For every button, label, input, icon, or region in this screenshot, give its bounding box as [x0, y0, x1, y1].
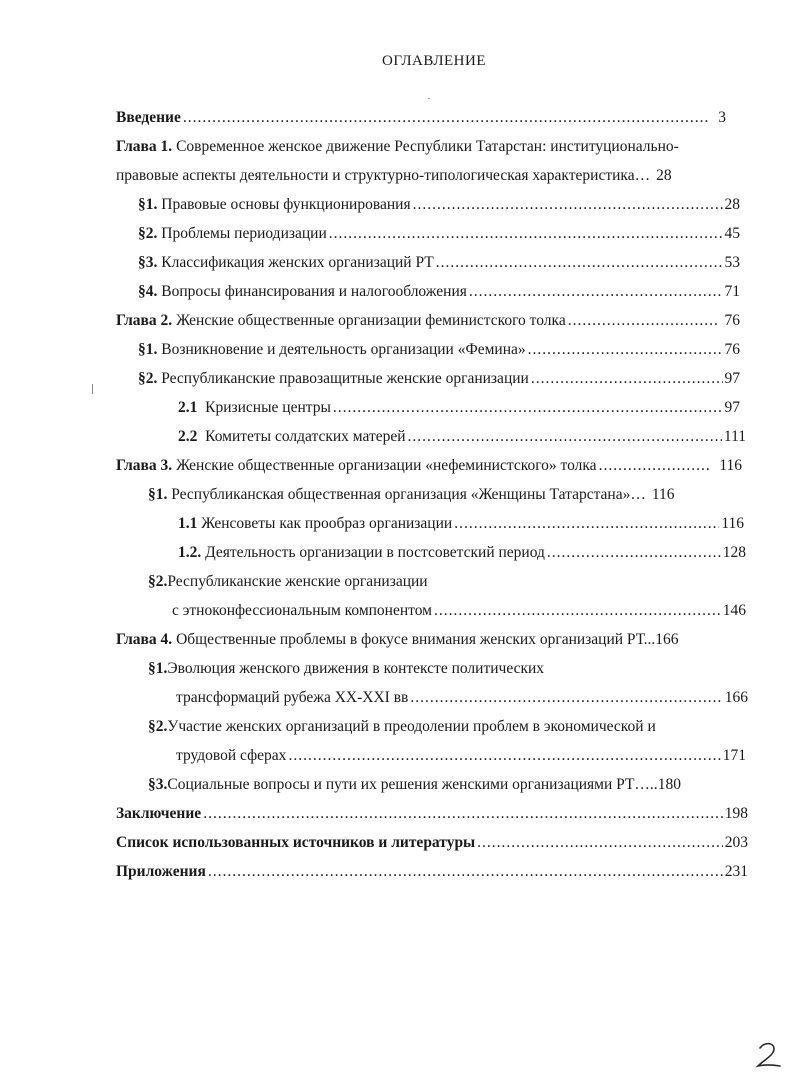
section-title: Республиканские женские организации: [167, 573, 428, 590]
section-number: §1.: [138, 196, 158, 213]
chapter-title-cont: правовые аспекты деятельности и структурно-типологическая характеристика…: [116, 167, 651, 184]
leader-dots: [208, 861, 723, 883]
leader-dots: [413, 194, 723, 216]
toc-entry-ch2-s2-1: [178, 397, 740, 419]
leader-dots: [183, 107, 710, 129]
section-number: §2.: [148, 573, 168, 590]
leader-dots: [547, 542, 721, 564]
chapter-number: Глава 4.: [116, 631, 173, 648]
leader-dots: [333, 397, 723, 419]
chapter-number: Глава 2.: [116, 312, 173, 329]
toc-page: 45: [724, 225, 740, 242]
leader-dots: [329, 223, 723, 245]
toc-page: 166: [724, 689, 748, 706]
chapter-title: Общественные проблемы в фокусе внимания женских организаций РТ...: [176, 631, 656, 648]
leader-dots: [203, 803, 723, 825]
toc-entry-appendix: [116, 861, 748, 883]
toc-page: 116: [651, 486, 675, 503]
section-number: §3.: [138, 254, 158, 271]
toc-entry-ch4-s1-cont: [176, 687, 748, 709]
toc-label: Введение: [116, 109, 181, 126]
section-title-cont: с этноконфессиональным компонентом: [172, 602, 432, 619]
toc-entry-chapter-4: [116, 629, 748, 651]
handwritten-page-number: [750, 1040, 784, 1070]
toc-page: 111: [723, 428, 746, 445]
section-title-cont: трансформаций рубежа XX-XXI вв: [176, 689, 409, 706]
toc-page: 203: [724, 834, 748, 851]
toc-entry-ch4-s2-cont: [176, 745, 746, 767]
leader-dots: [408, 426, 722, 448]
section-title: Эволюция женского движения в контексте политических: [167, 660, 545, 677]
toc-entry-ch3-s1: [148, 484, 742, 506]
subsection-title: Женсоветы как прообраз организации: [201, 515, 453, 532]
leader-dots: [454, 513, 719, 535]
chapter-title: Женские общественные организации «нефеминистского» толка: [176, 457, 597, 474]
toc-page: 180: [657, 776, 681, 793]
section-title: Республиканские правозащитные женские организации: [161, 370, 529, 387]
toc-title: ОГЛАВЛЕНИЕ: [382, 53, 486, 69]
toc-entry-intro: [116, 107, 726, 129]
toc-entry-ch4-s2: [148, 716, 656, 738]
toc-entry-ch3-s2: [148, 571, 428, 593]
section-number: §2.: [148, 718, 168, 735]
section-number: §3.: [148, 776, 168, 793]
chapter-title: Женские общественные организации феминистского толка: [176, 312, 566, 329]
page-number-glyph: [750, 1040, 784, 1070]
section-title-cont: трудовой сферах: [176, 747, 287, 764]
toc-entry-chapter-1: [116, 136, 679, 158]
toc-page: 128: [722, 544, 746, 561]
section-number: §2.: [138, 370, 158, 387]
section-title: Классификация женских организаций РТ: [161, 254, 434, 271]
chapter-title: Современное женское движение Республики Татарстан: институционально-: [176, 138, 679, 155]
toc-entry-ch1-s3: [138, 252, 740, 274]
section-number: §2.: [138, 225, 158, 242]
toc-entry-ch3-s1-2: [178, 542, 746, 564]
section-title: Правовые основы функционирования: [161, 196, 411, 213]
toc-label: Приложения: [116, 863, 206, 880]
chapter-number: Глава 1.: [116, 138, 173, 155]
leader-dots: [568, 310, 717, 332]
section-title: Проблемы периодизации: [161, 225, 327, 242]
subsection-title: Кризисные центры: [205, 399, 331, 416]
toc-page: 53: [724, 254, 740, 271]
toc-entry-ch2-s1: [138, 339, 740, 361]
toc-label: Заключение: [116, 805, 202, 822]
section-number: §1.: [148, 486, 168, 503]
toc-page: 116: [721, 515, 744, 532]
leader-dots: [469, 281, 723, 303]
subsection-title: Деятельность организации в постсоветский период: [205, 544, 545, 561]
toc-page: 76: [724, 341, 740, 358]
section-title: Республиканская общественная организация «Женщины Татарстана»…: [171, 486, 646, 503]
toc-entry-chapter-2: [116, 310, 740, 332]
subsection-number: 2.2: [178, 428, 198, 445]
toc-entry-ch1-s4: [138, 281, 740, 303]
section-title: Участие женских организаций в преодолении проблем в экономической и: [167, 718, 656, 735]
section-number: §1.: [138, 341, 158, 358]
toc-entry-chapter-1-cont: [116, 165, 740, 187]
toc-page: 97: [724, 399, 740, 416]
toc-entry-ch2-s2-2: [178, 426, 746, 448]
toc-page: 28: [724, 196, 740, 213]
toc-page: 171: [722, 747, 746, 764]
subsection-number: 2.1: [178, 399, 198, 416]
toc-label: Список использованных источников и литературы: [116, 834, 476, 851]
subsection-number: 1.1: [178, 515, 198, 532]
leader-dots: [599, 455, 712, 477]
toc-entry-chapter-3: [116, 455, 742, 477]
section-title: Возникновение и деятельность организации «Фемина»: [161, 341, 526, 358]
toc-page: 28: [656, 167, 672, 184]
toc-page: 146: [722, 602, 746, 619]
leader-dots: [531, 368, 723, 390]
subsection-title: Комитеты солдатских матерей: [205, 428, 406, 445]
toc-entry-ch1-s2: [138, 223, 740, 245]
toc-page: 198: [724, 805, 748, 822]
chapter-number: Глава 3.: [116, 457, 173, 474]
leader-dots: [410, 687, 722, 709]
toc-entry-ch4-s3: [148, 774, 746, 796]
scan-mark: [92, 384, 93, 394]
subsection-number: 1.2.: [178, 544, 202, 561]
leader-dots: [434, 600, 721, 622]
toc-page: 76: [724, 312, 740, 329]
toc-entry-ch3-s1-1: [178, 513, 744, 535]
section-number: §1.: [148, 660, 168, 677]
toc-page: 71: [724, 283, 740, 300]
leader-dots: [528, 339, 723, 361]
toc-page: 116: [719, 457, 742, 474]
toc-page: 166: [655, 631, 679, 648]
toc-entry-ch3-s2-cont: [172, 600, 746, 622]
section-title: Вопросы финансирования и налогообложения: [161, 283, 467, 300]
scan-mark: [428, 98, 430, 99]
toc-page: 97: [724, 370, 740, 387]
leader-dots: [288, 745, 720, 767]
section-title: Социальные вопросы и пути их решения женскими организациями РТ…..: [167, 776, 658, 793]
leader-dots: [477, 832, 723, 854]
toc-page: 3: [718, 109, 726, 126]
section-number: §4.: [138, 283, 158, 300]
toc-entry-ch4-s1: [148, 658, 544, 680]
leader-dots: [436, 252, 723, 274]
toc-entry-ch2-s2: [138, 368, 740, 390]
toc-entry-sources: [116, 832, 748, 854]
toc-entry-conclusion: [116, 803, 748, 825]
toc-page: 231: [724, 863, 748, 880]
toc-entry-ch1-s1: [138, 194, 740, 216]
